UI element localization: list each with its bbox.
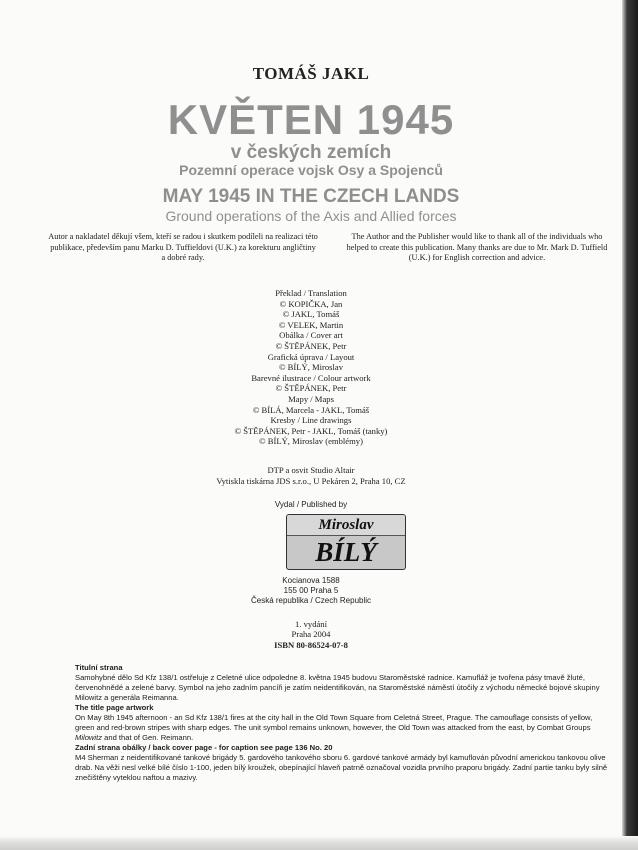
book-subtitle2-czech: Pozemní operace vojsk Osy a Spojenců: [179, 162, 443, 178]
credit-line: Obálka / Cover art: [279, 330, 343, 341]
credit-line: © ŠTĚPÁNEK, Petr - JAKL, Tomáš (tanky): [234, 425, 388, 436]
book-subtitle-czech: v českých zemích: [230, 142, 392, 163]
credit-line: Barevné ilustrace / Colour artwork: [251, 372, 371, 383]
logo-surname: BÍLÝ: [315, 537, 377, 567]
published-by-label: Vydal / Published by: [274, 500, 348, 509]
printer-line: Vytiskla tiskárna JDS s.r.o., U Pekáren 2, Praha 10, CZ: [216, 476, 406, 486]
logo-first-name: Miroslav: [287, 515, 405, 536]
caption-heading: The title page artwork: [75, 703, 154, 712]
credit-line: © JAKL, Tomáš: [282, 309, 340, 320]
address-line: Kocianova 1588: [282, 576, 340, 585]
credit-line: © ŠTĚPÁNEK, Petr: [275, 340, 347, 351]
caption-text: M4 Sherman z neidentifikované tankové brigády 5. gardového tankového sboru 6. gardové tankové armády byl kamuflován původní americkou tankovou olive drab. Na věži nesl velké bílé číslo 1-100, jeden bílý kroužek, obepínající hlaveň patrně označoval vozidla prvního praporu brigády. Zadní partie tanku byly silně znečištěny vyteklou naftou a mazivy.: [75, 753, 608, 782]
book-subtitle-english: Ground operations of the Axis and Allied forces: [165, 208, 457, 224]
credit-line: © VELEK, Martin: [278, 319, 344, 330]
credit-line: © BÍLÝ, Miroslav: [278, 362, 344, 373]
credit-line: Překlad / Translation: [275, 288, 347, 298]
production-info: [0, 465, 622, 487]
book-title-czech: KVĚTEN 1945: [167, 96, 455, 143]
place-year: Praha 2004: [291, 629, 331, 640]
caption-text: On May 8th 1945 afternoon - an Sd Kfz 138/1 fires at the city hall in the Old Town Square from Celetná Street, Prague. The camouflage consists of yellow, green and red-brown stripes with sharp edges. The unit symbol remains unknown, however, the Old Town was attacked from the east, by Combat Groups Milowitz and that of Gen. Reimann.: [75, 713, 593, 742]
credits-list: [0, 288, 622, 447]
book-title-english: MAY 1945 IN THE CZECH LANDS: [162, 186, 460, 207]
publisher-logo: [286, 514, 406, 570]
publisher-address: [0, 576, 622, 607]
page-edge-bottom: [0, 836, 638, 850]
credit-line: Mapy / Maps: [288, 393, 334, 404]
address-line: 155 00 Praha 5: [283, 586, 339, 596]
credit-line: © KOPIČKA, Jan: [279, 298, 343, 309]
edition-number: 1. vydání: [295, 619, 327, 629]
author-name: TOMÁŠ JAKL: [252, 64, 370, 83]
edition-info: [0, 619, 622, 650]
credit-line: © ŠTĚPÁNEK, Petr: [275, 383, 347, 394]
acknowledgement-english: The Author and the Publisher would like to thank all of the individuals who helped to create this publication. Many thanks are due to Mr. Mark D. Tuffield (U.K.) for English correction and advice.: [346, 232, 608, 262]
caption-text: Samohybné dělo Sd Kfz 138/1 ostřeluje z Celetné ulice odpoledne 8. května 1945 budovu Staroměstské radnice. Kamufláž je tvořena pásy tmavě žluté, červenohnědé a zelené barvy. Symbol na jeho zadním pancíři je zatím neidentifikován, na Staroměstské náměstí útočily z východu německé bojové skupiny Milowitz a generála Reimanna.: [75, 673, 600, 702]
cover-captions: [75, 663, 613, 783]
credit-line: © BÍLÝ, Miroslav (emblémy): [259, 436, 363, 447]
caption-heading: Zadní strana obálky / back cover page - for caption see page 136 No. 20: [75, 743, 333, 752]
acknowledgement-czech: Autor a nakladatel děkují všem, kteří se radou i skutkem podíleli na realizaci této publikace, především panu Marku D. Tuffieldovi (U.K.) za korekturu angličtiny a dobré rady.: [48, 232, 318, 262]
credit-line: Kresby / Line drawings: [270, 415, 352, 426]
credit-line: Grafická úprava / Layout: [267, 351, 355, 362]
isbn: ISBN 80-86524-07-8: [274, 639, 348, 650]
caption-heading: Titulní strana: [75, 663, 123, 672]
page-edge-right: [622, 0, 638, 850]
credit-line: © BÍLÁ, Marcela - JAKL, Tomáš: [252, 404, 370, 415]
dtp-line: DTP a osvit Studio Altair: [267, 465, 355, 475]
address-line: Česká republika / Czech Republic: [250, 596, 372, 606]
